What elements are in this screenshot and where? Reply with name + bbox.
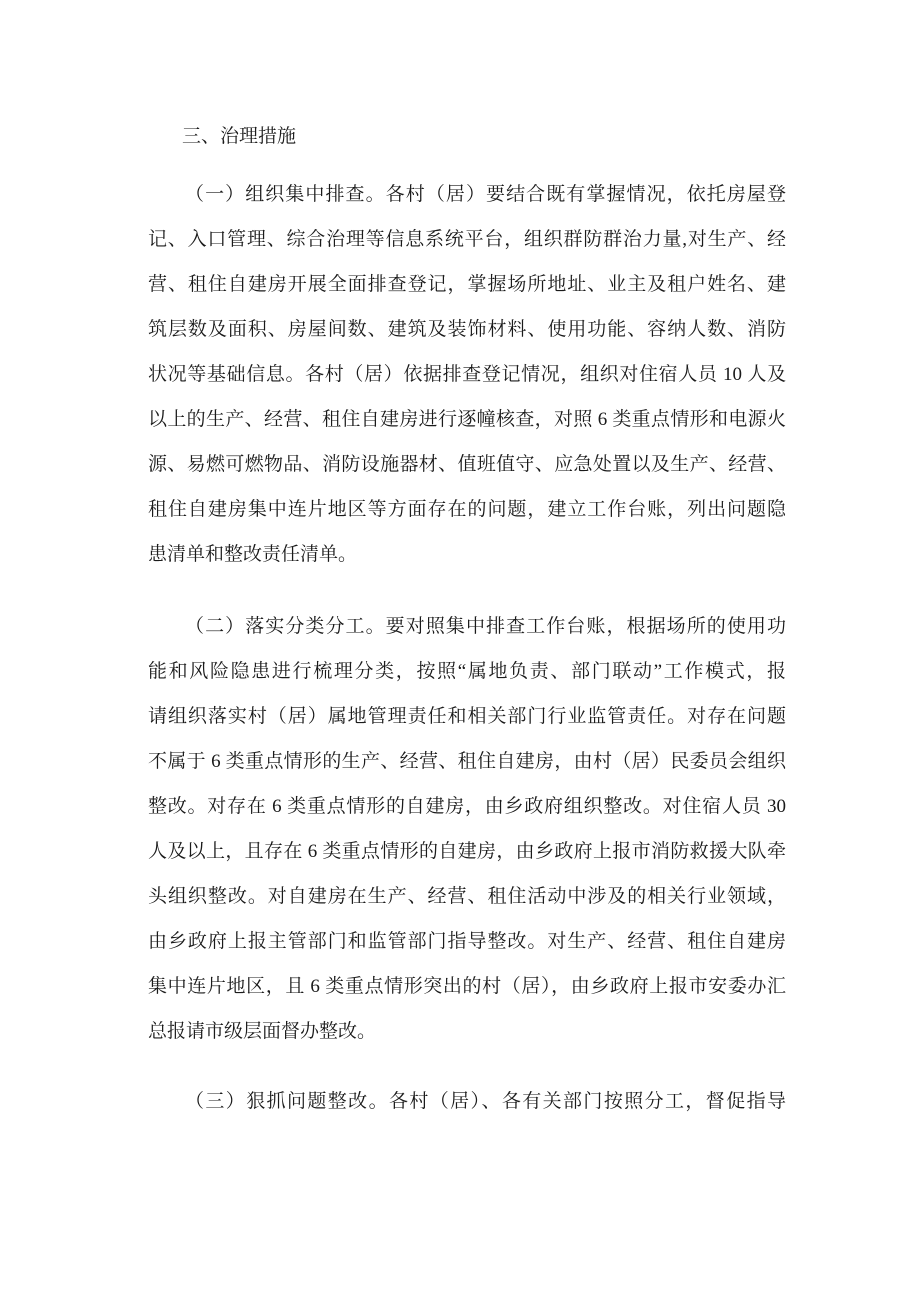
- text-line: 源、易燃可燃物品、消防设施器材、值班值守、应急处置以及生产、经营、: [148, 454, 786, 475]
- text-line: （三）狠抓问题整改。各村（居）、各有关部门按照分工，督促指导: [185, 1091, 786, 1112]
- text-line: 整改。对存在 6 类重点情形的自建房，由乡政府组织整改。对住宿人员 30: [148, 796, 786, 817]
- text-line: 不属于 6 类重点情形的生产、经营、租住自建房，由村（居）民委员会组织: [148, 751, 786, 772]
- text-line: 以上的生产、经营、租住自建房进行逐幢核查，对照 6 类重点情形和电源火: [148, 409, 786, 430]
- text-line: 头组织整改。对自建房在生产、经营、租住活动中涉及的相关行业领域，: [148, 886, 786, 907]
- text-line: 人及以上，且存在 6 类重点情形的自建房，由乡政府上报市消防救援大队牵: [148, 841, 786, 862]
- paragraph-2: [148, 614, 786, 1064]
- text-line: 患清单和整改责任清单。: [148, 544, 358, 565]
- text-line: 状况等基础信息。各村（居）依据排查登记情况，组织对住宿人员 10 人及: [148, 364, 786, 385]
- text-line: 集中连片地区，且 6 类重点情形突出的村（居），由乡政府上报市安委办汇: [148, 976, 786, 997]
- text-line: （二）落实分类分工。要对照集中排查工作台账，根据场所的使用功: [185, 616, 786, 637]
- text-line: 请组织落实村（居）属地管理责任和相关部门行业监管责任。对存在问题: [148, 706, 786, 727]
- text-line: 由乡政府上报主管部门和监管部门指导整改。对生产、经营、租住自建房: [148, 931, 786, 952]
- section-heading: 三、治理措施: [182, 126, 297, 147]
- text-line: （一）组织集中排查。各村（居）要结合既有掌握情况，依托房屋登: [185, 184, 786, 205]
- text-line: 能和风险隐患进行梳理分类，按照“属地负责、部门联动”工作模式，报: [148, 661, 786, 682]
- paragraph-3: [148, 1089, 786, 1134]
- text-line: 记、入口管理、综合治理等信息系统平台，组织群防群治力量,对生产、经: [148, 229, 786, 250]
- paragraph-1: [148, 182, 786, 587]
- text-line: 营、租住自建房开展全面排查登记，掌握场所地址、业主及租户姓名、建: [148, 274, 786, 295]
- text-line: 租住自建房集中连片地区等方面存在的问题，建立工作台账，列出问题隐: [148, 499, 786, 520]
- text-line: 筑层数及面积、房屋间数、建筑及装饰材料、使用功能、容纳人数、消防: [148, 319, 786, 340]
- text-line: 总报请市级层面督办整改。: [148, 1021, 377, 1042]
